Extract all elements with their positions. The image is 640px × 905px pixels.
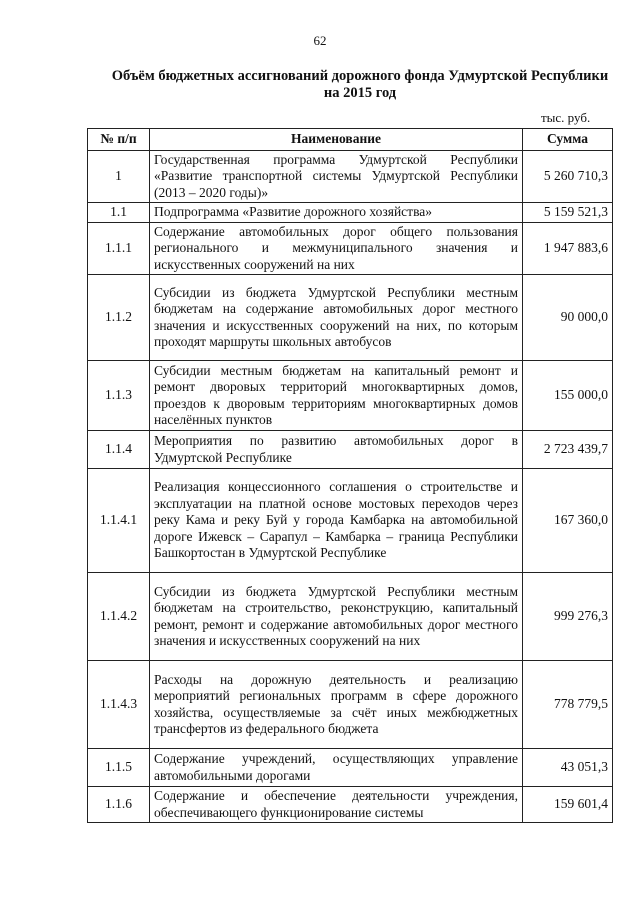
row-sum: 155 000,0	[523, 361, 613, 431]
row-name: Расходы на дорожную деятельность и реализацию мероприятий региональных программ в сфере дорожного хозяйства, осуществляемые за счёт иных межбюджетных трансфертов из федерального бюджета	[150, 661, 523, 749]
row-number: 1.1.1	[88, 223, 150, 275]
table-row	[88, 223, 613, 275]
row-sum: 90 000,0	[523, 275, 613, 361]
header-sum: Сумма	[523, 129, 613, 151]
header-number: № п/п	[88, 129, 150, 151]
budget-table	[87, 128, 613, 823]
row-name: Реализация концессионного соглашения о строительстве и эксплуатации на платной основе мостовых переходов через реку Кама и реку Буй у города Камбарка на автомобильной дороге Ижевск – Сарапул – Камбарка – граница Республики Башкортостан в Удмуртской Республике	[150, 469, 523, 573]
row-number: 1.1.3	[88, 361, 150, 431]
row-name: Государственная программа Удмуртской Республики «Развитие транспортной системы Удмуртской Республики (2013 – 2020 годы)»	[150, 151, 523, 203]
table-row	[88, 749, 613, 787]
table-row	[88, 469, 613, 573]
table-row	[88, 661, 613, 749]
row-number: 1.1.4.2	[88, 573, 150, 661]
table-row	[88, 203, 613, 223]
row-name: Содержание автомобильных дорог общего пользования регионального и межмуниципального значения и искусственных сооружений на них	[150, 223, 523, 275]
table-row	[88, 431, 613, 469]
page-title: Объём бюджетных ассигнований дорожного фонда Удмуртской Республики на 2015 год	[111, 68, 609, 101]
table-header-row	[88, 129, 613, 151]
row-name: Субсидии местным бюджетам на капитальный ремонт и ремонт дворовых территорий многоквартирных домов, проездов к дворовым территориям многоквартирных домов населённых пунктов	[150, 361, 523, 431]
row-number: 1.1.6	[88, 787, 150, 823]
row-sum: 778 779,5	[523, 661, 613, 749]
row-sum: 167 360,0	[523, 469, 613, 573]
row-number: 1.1.4.3	[88, 661, 150, 749]
row-sum: 43 051,3	[523, 749, 613, 787]
row-name: Содержание и обеспечение деятельности учреждения, обеспечивающего функционирование системы	[150, 787, 523, 823]
header-name: Наименование	[150, 129, 523, 151]
row-sum: 2 723 439,7	[523, 431, 613, 469]
table-row	[88, 573, 613, 661]
row-number: 1.1.2	[88, 275, 150, 361]
row-sum: 999 276,3	[523, 573, 613, 661]
units-label: тыс. руб.	[541, 110, 591, 125]
row-sum: 5 260 710,3	[523, 151, 613, 203]
row-sum: 159 601,4	[523, 787, 613, 823]
row-number: 1.1.4.1	[88, 469, 150, 573]
row-sum: 1 947 883,6	[523, 223, 613, 275]
row-name: Субсидии из бюджета Удмуртской Республики местным бюджетам на содержание автомобильных дорог местного значения и искусственных сооружений на них, по которым проходят маршруты школьных автобусов	[150, 275, 523, 361]
row-number: 1.1.4	[88, 431, 150, 469]
row-name: Мероприятия по развитию автомобильных дорог в Удмуртской Республике	[150, 431, 523, 469]
row-sum: 5 159 521,3	[523, 203, 613, 223]
row-name: Подпрограмма «Развитие дорожного хозяйства»	[150, 203, 523, 223]
row-number: 1	[88, 151, 150, 203]
row-name: Содержание учреждений, осуществляющих управление автомобильными дорогами	[150, 749, 523, 787]
table-row	[88, 151, 613, 203]
table-row	[88, 361, 613, 431]
page-number: 62	[313, 33, 327, 48]
table-row	[88, 275, 613, 361]
row-number: 1.1	[88, 203, 150, 223]
row-name: Субсидии из бюджета Удмуртской Республики местным бюджетам на строительство, реконструкцию, капитальный ремонт, ремонт и содержание автомобильных дорог местного значения и искусственных сооружений на них	[150, 573, 523, 661]
table-row	[88, 787, 613, 823]
row-number: 1.1.5	[88, 749, 150, 787]
